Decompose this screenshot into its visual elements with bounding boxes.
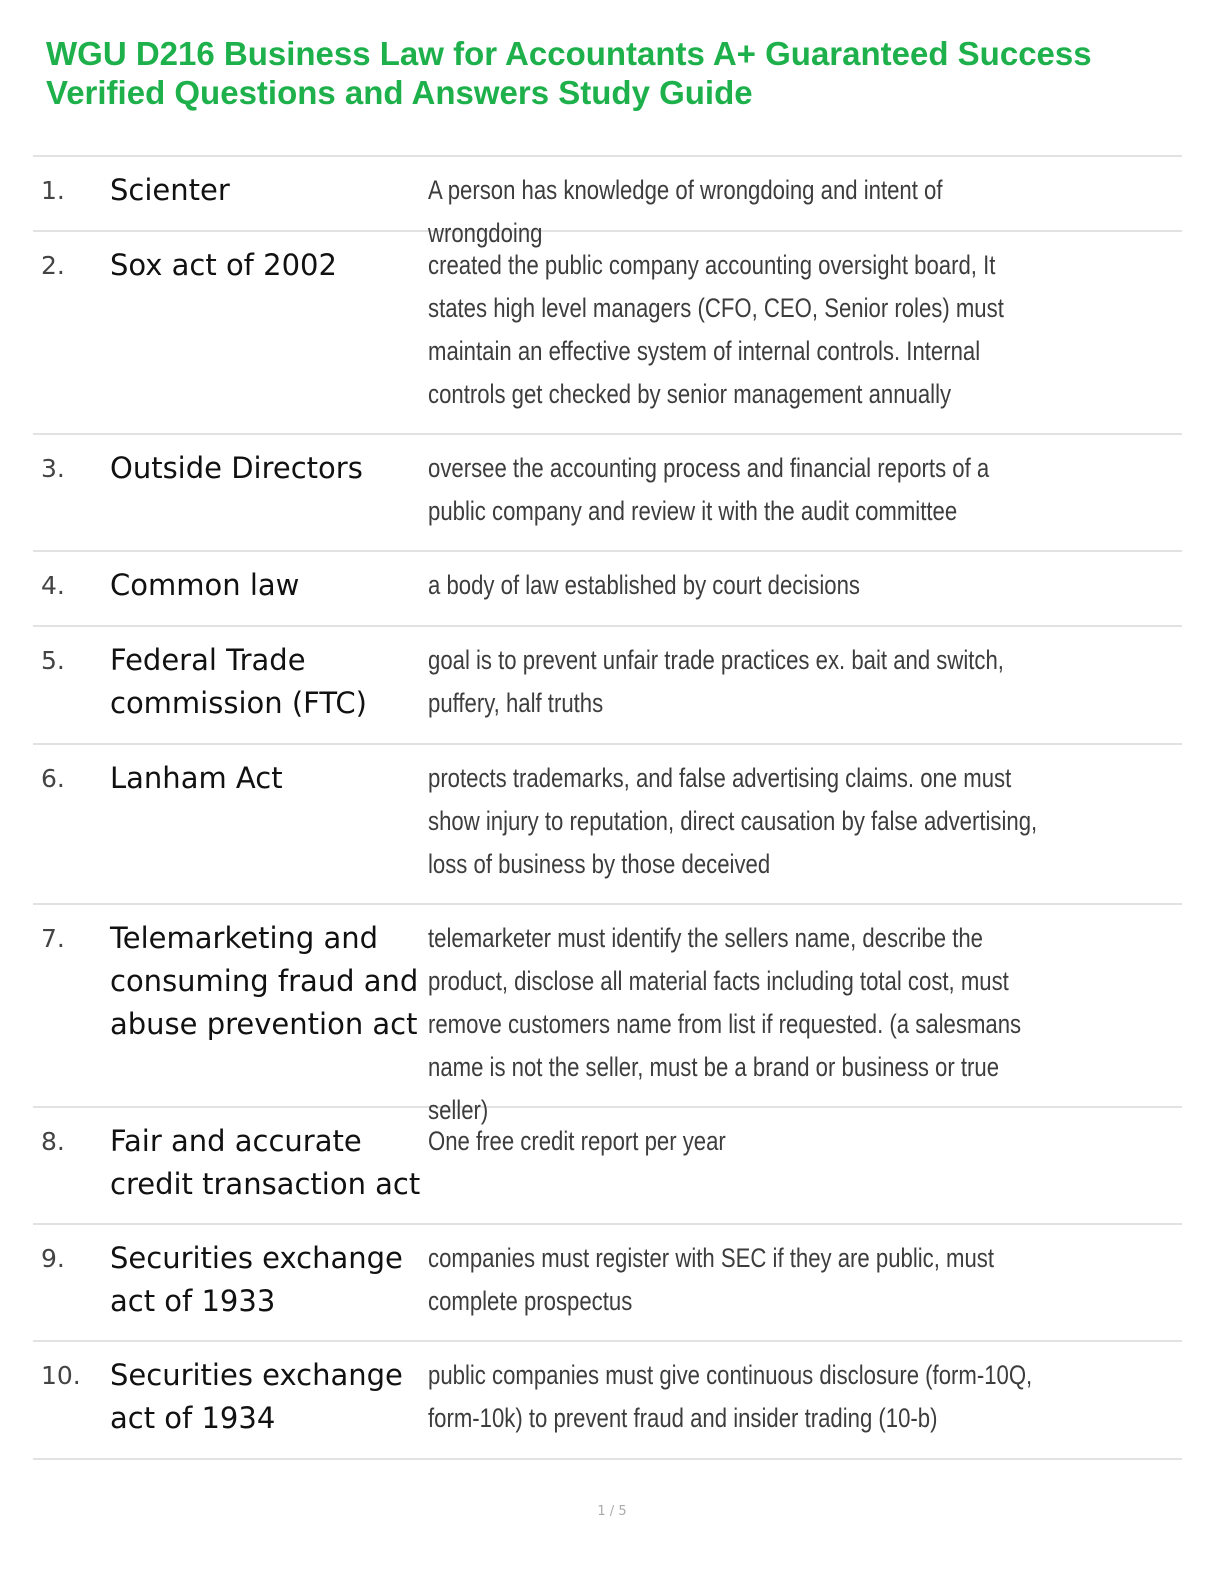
- qa-term: Lanham Act: [110, 761, 283, 795]
- qa-number: 2.: [41, 251, 65, 280]
- document-title-line-1: WGU D216 Business Law for Accountants A+ Guaranteed Success: [46, 35, 1092, 72]
- qa-term: Outside Directors: [110, 451, 363, 485]
- qa-definition: created the public company accounting oversight board, It states high level managers (CFO, CEO, Senior roles) must maintain an effective system of internal controls. Internal controls get checked by senior management annually: [428, 250, 1004, 409]
- qa-row: [33, 745, 1182, 905]
- page-number: 1 / 5: [597, 1504, 627, 1519]
- qa-number: 3.: [41, 454, 65, 483]
- qa-number: 10.: [41, 1361, 81, 1390]
- qa-definition: public companies must give continuous disclosure (form-10Q, form-10k) to prevent fraud and insider trading (10-b): [428, 1360, 1033, 1433]
- qa-number: 9.: [41, 1244, 65, 1273]
- qa-term: Scienter: [110, 173, 230, 207]
- qa-definition: oversee the accounting process and financial reports of a public company and review it with the audit committee: [428, 453, 990, 526]
- qa-number: 7.: [41, 924, 65, 953]
- qa-row: [33, 552, 1182, 627]
- qa-row: [33, 157, 1182, 248]
- qa-number: 4.: [41, 571, 65, 600]
- qa-row: [33, 627, 1182, 745]
- qa-term: Fair and accurate credit transaction act: [110, 1124, 421, 1201]
- qa-term: Sox act of 2002: [110, 248, 337, 282]
- qa-row: [33, 905, 1182, 1125]
- qa-definition: One free credit report per year: [428, 1126, 726, 1156]
- qa-definition: goal is to prevent unfair trade practices ex. bait and switch, puffery, half truths: [428, 645, 1004, 718]
- qa-term: Common law: [110, 568, 300, 602]
- qa-row: [33, 232, 1182, 435]
- qa-definition: A person has knowledge of wrongdoing and intent of wrongdoing: [428, 175, 943, 248]
- qa-row: [33, 1108, 1182, 1225]
- document-title: [46, 34, 1196, 112]
- qa-definition: protects trademarks, and false advertising claims. one must show injury to reputation, direct causation by false advertising, loss of business by those deceived: [428, 763, 1038, 879]
- qa-definition: telemarketer must identify the sellers name, describe the product, disclose all material facts including total cost, must remove customers name from list if requested. (a salesmans name is not the seller, must be a brand or business or true seller): [428, 923, 1022, 1125]
- qa-number: 8.: [41, 1127, 65, 1156]
- qa-term: Securities exchange act of 1933: [110, 1241, 403, 1318]
- qa-row: [33, 435, 1182, 552]
- qa-number: 1.: [41, 176, 65, 205]
- qa-row: [33, 1342, 1182, 1460]
- qa-row: [33, 1225, 1182, 1342]
- qa-number: 5.: [41, 646, 65, 675]
- document-title-line-2: Verified Questions and Answers Study Guide: [46, 74, 753, 111]
- qa-definition: a body of law established by court decisions: [428, 570, 860, 600]
- qa-term: Telemarketing and consuming fraud and abuse prevention act: [110, 921, 419, 1041]
- qa-term: Securities exchange act of 1934: [110, 1358, 403, 1435]
- qa-definition: companies must register with SEC if they are public, must complete prospectus: [428, 1243, 995, 1316]
- qa-table: [33, 155, 1182, 1460]
- qa-term: Federal Trade commission (FTC): [110, 643, 367, 720]
- qa-number: 6.: [41, 764, 65, 793]
